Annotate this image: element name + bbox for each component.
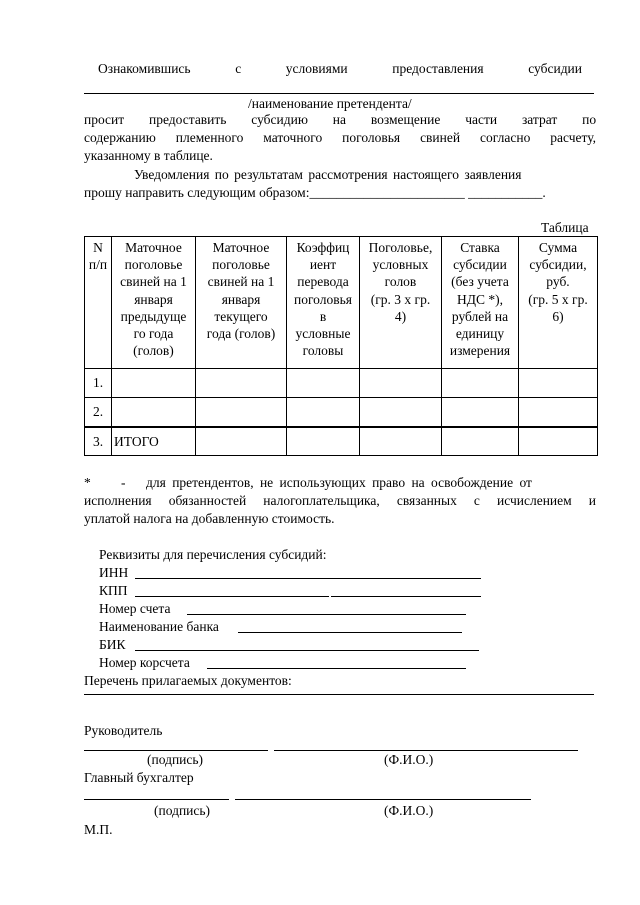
accountant-label: Главный бухгалтер bbox=[84, 770, 194, 785]
documents-label: Перечень прилагаемых документов: bbox=[84, 673, 292, 688]
stamp-label: М.П. bbox=[84, 822, 113, 837]
head-name-line[interactable] bbox=[274, 750, 578, 751]
intro-word: Ознакомившись bbox=[98, 61, 191, 76]
table-row-total bbox=[85, 427, 598, 456]
intro-line bbox=[98, 61, 582, 77]
bank-label: Наименование банка bbox=[99, 619, 219, 634]
accountant-name-caption: (Ф.И.О.) bbox=[384, 803, 434, 818]
intro-word: предоставления bbox=[392, 61, 484, 76]
table-cell[interactable] bbox=[196, 369, 287, 398]
inn-field[interactable] bbox=[135, 578, 481, 579]
table-header-row bbox=[85, 237, 598, 369]
table-cell[interactable] bbox=[196, 398, 287, 427]
head-signature-line[interactable] bbox=[84, 750, 268, 751]
account-field[interactable] bbox=[187, 614, 466, 615]
notify-line-1: Уведомления по результатам рассмотрения настоящего заявления bbox=[134, 167, 522, 182]
kpp-field[interactable] bbox=[135, 596, 329, 597]
table-cell[interactable] bbox=[360, 427, 442, 456]
row-number: 1. bbox=[85, 369, 112, 398]
head-name-caption: (Ф.И.О.) bbox=[384, 752, 434, 767]
table-row bbox=[85, 398, 598, 427]
footnote-line-3: уплатой налога на добавленную стоимость. bbox=[84, 511, 335, 526]
kpp-label: КПП bbox=[99, 583, 128, 598]
row-number: 3. bbox=[85, 427, 112, 456]
header-cell-coefficient: Коэффиц иент перевода поголовья в условные головы bbox=[287, 237, 360, 369]
table-caption: Таблица bbox=[541, 220, 589, 235]
table-cell[interactable] bbox=[442, 398, 519, 427]
request-line-3: указанному в таблице. bbox=[84, 148, 213, 163]
table-cell[interactable] bbox=[196, 427, 287, 456]
table-cell[interactable] bbox=[287, 427, 360, 456]
table-cell[interactable] bbox=[287, 369, 360, 398]
table-cell[interactable] bbox=[442, 427, 519, 456]
row-number: 2. bbox=[85, 398, 112, 427]
table-cell[interactable] bbox=[112, 369, 196, 398]
documents-field[interactable] bbox=[84, 694, 594, 695]
table-cell[interactable] bbox=[519, 427, 598, 456]
bik-field[interactable] bbox=[135, 650, 479, 651]
table-row bbox=[85, 369, 598, 398]
applicant-caption: /наименование претендента/ bbox=[248, 96, 412, 111]
table-cell[interactable] bbox=[287, 398, 360, 427]
intro-word: условиями bbox=[285, 61, 348, 76]
header-cell-current-year: Маточное поголовье свиней на 1 января текущего года (голов) bbox=[196, 237, 287, 369]
footnote-text: для претендентов, не использующих право на освобождение от bbox=[146, 475, 532, 490]
total-label: ИТОГО bbox=[112, 427, 196, 456]
request-line-1: просит предоставить субсидию на возмещение части затрат по bbox=[84, 112, 597, 127]
table-cell[interactable] bbox=[112, 398, 196, 427]
accountant-signature-line[interactable] bbox=[84, 799, 229, 800]
table-cell[interactable] bbox=[519, 369, 598, 398]
footnote-asterisk: * bbox=[84, 475, 91, 490]
bank-field[interactable] bbox=[238, 632, 462, 633]
notify-line-2: прошу направить следующим образом:_______________________ ___________. bbox=[84, 185, 546, 200]
table-cell[interactable] bbox=[360, 398, 442, 427]
table-cell[interactable] bbox=[519, 398, 598, 427]
header-cell-prev-year: Маточное поголовье свиней на 1 января предыдуще го года (голов) bbox=[112, 237, 196, 369]
inn-label: ИНН bbox=[99, 565, 129, 580]
subsidy-table bbox=[84, 236, 598, 456]
request-line-2: содержанию племенного маточного поголовья свиней согласно расчету, bbox=[84, 130, 596, 145]
footnote-line-2: исполнения обязанностей налогоплательщика, связанных с исчислением и bbox=[84, 493, 596, 508]
table-cell[interactable] bbox=[442, 369, 519, 398]
header-cell-conditional-heads: Поголовье, условных голов (гр. 3 x гр. 4) bbox=[360, 237, 442, 369]
requisites-title: Реквизиты для перечисления субсидий: bbox=[99, 547, 327, 562]
table-cell[interactable] bbox=[360, 369, 442, 398]
accountant-signature-caption: (подпись) bbox=[154, 803, 211, 818]
head-label: Руководитель bbox=[84, 723, 163, 738]
footnote-dash: - bbox=[121, 475, 126, 490]
bik-label: БИК bbox=[99, 637, 126, 652]
corr-account-label: Номер корсчета bbox=[99, 655, 190, 670]
head-signature-caption: (подпись) bbox=[147, 752, 204, 767]
account-label: Номер счета bbox=[99, 601, 171, 616]
header-cell-subsidy-rate: Ставка субсидии (без учета НДС *), рублей на единицу измерения bbox=[442, 237, 519, 369]
intro-word: с bbox=[235, 61, 242, 76]
intro-word: субсидии bbox=[528, 61, 583, 76]
kpp-field-extra[interactable] bbox=[331, 596, 481, 597]
applicant-name-line bbox=[84, 93, 594, 94]
header-cell-subsidy-sum: Сумма субсидии, руб. (гр. 5 x гр. 6) bbox=[519, 237, 598, 369]
accountant-name-line[interactable] bbox=[235, 799, 531, 800]
header-cell-number: N п/п bbox=[85, 237, 112, 369]
corr-account-field[interactable] bbox=[207, 668, 466, 669]
